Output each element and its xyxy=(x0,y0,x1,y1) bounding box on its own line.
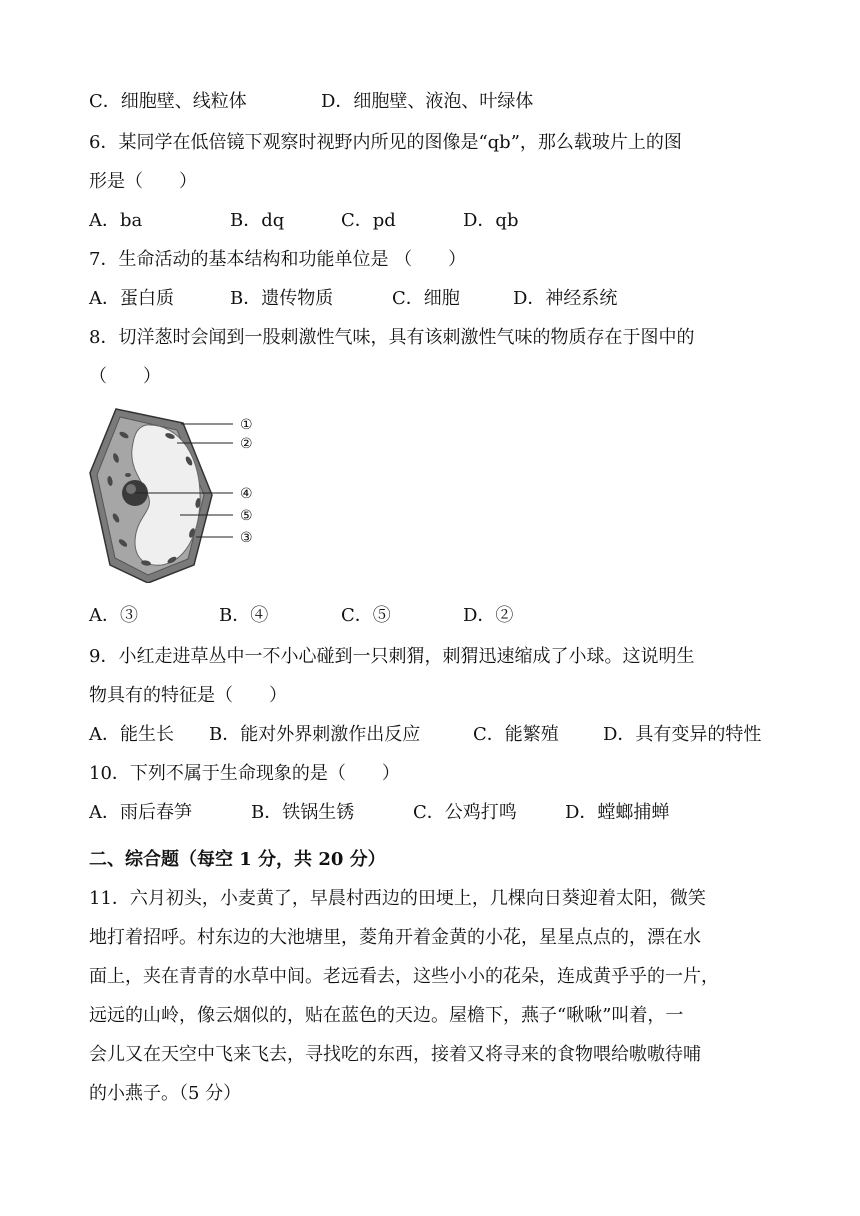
q10-option-d: D．螳螂捕蝉 xyxy=(565,802,670,823)
q5-option-c: C．细胞壁、线粒体 xyxy=(89,91,247,112)
q9-option-a: A．能生长 xyxy=(89,724,174,745)
q6-option-c: C．pd xyxy=(341,210,396,231)
q9-stem-line2: 物具有的特征是（ ） xyxy=(89,685,287,706)
figure-label-5: ⑤ xyxy=(240,508,253,524)
q9-option-c: C．能繁殖 xyxy=(473,724,559,745)
figure-label-1: ① xyxy=(240,417,253,433)
q6-option-d: D．qb xyxy=(463,210,519,231)
q8-option-c: C．⑤ xyxy=(341,605,391,626)
q10-stem: 10．下列不属于生命现象的是（ ） xyxy=(89,763,400,784)
q9-option-d: D．具有变异的特性 xyxy=(603,724,762,745)
q7-option-c: C．细胞 xyxy=(392,288,460,309)
figure-label-4: ④ xyxy=(240,486,253,502)
q8-option-b: B．④ xyxy=(219,605,269,626)
q10-option-c: C．公鸡打鸣 xyxy=(413,802,517,823)
q11-line: 会儿又在天空中飞来飞去，寻找吃的东西，接着又将寻来的食物喂给嗷嗷待哺 xyxy=(89,1044,701,1065)
q8-option-d: D．② xyxy=(463,605,514,626)
q7-option-d: D．神经系统 xyxy=(513,288,618,309)
q7-option-a: A．蛋白质 xyxy=(89,288,174,309)
figure-label-3: ③ xyxy=(240,530,253,546)
q6-stem-line2: 形是（ ） xyxy=(89,171,197,192)
q11-line: 的小燕子。（5 分） xyxy=(89,1083,242,1104)
q10-option-a: A．雨后春笋 xyxy=(89,802,192,823)
q6-option-b: B．dq xyxy=(230,210,285,231)
q11-line: 地打着招呼。村东边的大池塘里，菱角开着金黄的小花，星星点点的，漂在水 xyxy=(89,927,701,948)
q8-option-a: A．③ xyxy=(89,605,138,626)
q6-option-a: A．ba xyxy=(89,210,143,231)
q11-line: 远远的山岭，像云烟似的，贴在蓝色的天边。屋檐下，燕子“啾啾”叫着，一 xyxy=(89,1005,684,1026)
q10-option-b: B．铁锅生锈 xyxy=(251,802,355,823)
q6-stem-line1: 6．某同学在低倍镜下观察时视野内所见的图像是“qb”，那么载玻片上的图 xyxy=(89,132,682,153)
q8-stem-line1: 8．切洋葱时会闻到一股刺激性气味，具有该刺激性气味的物质存在于图中的 xyxy=(89,327,695,348)
q7-option-b: B．遗传物质 xyxy=(230,288,334,309)
q11-line: 面上，夹在青青的水草中间。老远看去，这些小小的花朵，连成黄乎乎的一片， xyxy=(89,966,719,987)
q8-stem-line2: （ ） xyxy=(89,366,161,387)
q9-stem-line1: 9．小红走进草丛中一不小心碰到一只刺猬，刺猬迅速缩成了小球。这说明生 xyxy=(89,646,695,667)
q5-option-d: D．细胞壁、液泡、叶绿体 xyxy=(321,91,534,112)
q7-stem: 7．生命活动的基本结构和功能单位是 （ ） xyxy=(89,249,467,270)
plant-cell-figure xyxy=(88,403,270,583)
q11-line: 11．六月初头，小麦黄了，早晨村西边的田埂上，几棵向日葵迎着太阳，微笑 xyxy=(89,888,706,909)
figure-label-2: ② xyxy=(240,436,253,452)
q9-option-b: B．能对外界刺激作出反应 xyxy=(209,724,421,745)
section-2-heading: 二、综合题（每空 1 分，共 20 分） xyxy=(89,849,386,870)
